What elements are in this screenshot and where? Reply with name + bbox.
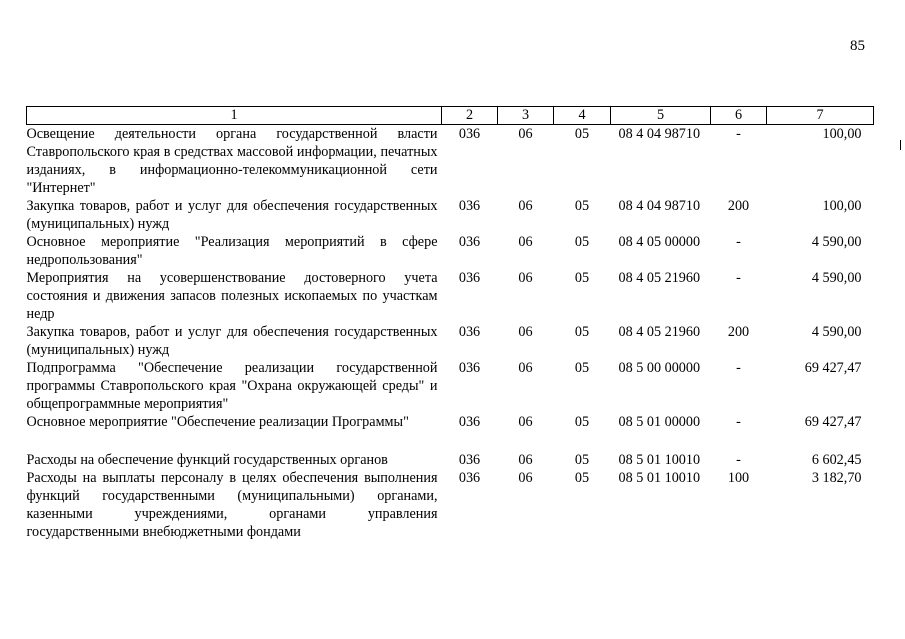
table-row	[27, 451, 874, 469]
section-cell: 06	[518, 198, 533, 214]
target-article-cell: 08 4 04 98710	[618, 198, 701, 214]
subsection-cell: 05	[574, 414, 590, 430]
column-header: 1	[27, 107, 442, 125]
column-header: 2	[442, 107, 498, 125]
item-name-cell: Освещение деятельности органа государственной власти Ставропольского края в средствах массовой информации, печатных изданиях, в информационно-телекоммуникационной сети "Интернет"	[26, 126, 438, 196]
subsection-cell: 05	[574, 360, 590, 376]
amount-cell: 69 427,47	[804, 414, 862, 430]
section-cell: 06	[518, 126, 533, 142]
ministry-code-cell: 036	[458, 270, 481, 286]
expense-type-cell: -	[736, 360, 741, 376]
page-number: 85	[850, 38, 865, 54]
table-row	[27, 269, 874, 323]
expense-type-cell: 200	[727, 324, 750, 340]
amount-cell: 4 590,00	[811, 234, 862, 250]
item-name-cell: Мероприятия на усовершенствование достоверного учета состояния и движения запасов полезных ископаемых по участкам недр	[26, 270, 438, 322]
section-cell: 06	[518, 414, 533, 430]
table-row	[27, 413, 874, 451]
ministry-code-cell: 036	[458, 414, 481, 430]
table-row	[27, 197, 874, 233]
table-row	[27, 469, 874, 541]
table-row	[27, 323, 874, 359]
amount-cell: 100,00	[822, 198, 862, 214]
ministry-code-cell: 036	[458, 452, 481, 468]
ministry-code-cell: 036	[458, 198, 481, 214]
amount-cell: 6 602,45	[811, 452, 862, 468]
ministry-code-cell: 036	[458, 126, 481, 142]
item-name-cell: Закупка товаров, работ и услуг для обеспечения государственных (муниципальных) нужд	[26, 198, 438, 232]
column-header: 3	[498, 107, 554, 125]
table-row	[27, 359, 874, 413]
ministry-code-cell: 036	[458, 234, 481, 250]
target-article-cell: 08 4 05 21960	[618, 270, 701, 286]
section-cell: 06	[518, 324, 533, 340]
item-name-cell: Закупка товаров, работ и услуг для обеспечения государственных (муниципальных) нужд	[26, 324, 438, 358]
amount-cell: 4 590,00	[811, 270, 862, 286]
target-article-cell: 08 5 01 10010	[618, 470, 701, 486]
target-article-cell: 08 5 01 10010	[618, 452, 701, 468]
expense-type-cell: -	[736, 234, 741, 250]
amount-cell: 100,00	[822, 126, 862, 142]
section-cell: 06	[518, 234, 533, 250]
ministry-code-cell: 036	[458, 470, 481, 486]
column-header: 4	[554, 107, 611, 125]
target-article-cell: 08 5 00 00000	[618, 360, 701, 376]
amount-cell: 4 590,00	[811, 324, 862, 340]
table-header-row	[27, 107, 874, 125]
target-article-cell: 08 5 01 00000	[618, 414, 701, 430]
expense-type-cell: 100	[727, 470, 750, 486]
column-header: 7	[767, 107, 874, 125]
ministry-code-cell: 036	[458, 324, 481, 340]
item-name-cell: Основное мероприятие "Реализация мероприятий в сфере недропользования"	[26, 234, 438, 268]
subsection-cell: 05	[574, 234, 590, 250]
budget-table	[26, 106, 874, 541]
expense-type-cell: -	[736, 270, 741, 286]
subsection-cell: 05	[574, 198, 590, 214]
column-header: 6	[711, 107, 767, 125]
amount-cell: 3 182,70	[811, 470, 862, 486]
subsection-cell: 05	[574, 126, 590, 142]
expense-type-cell: -	[736, 414, 741, 430]
section-cell: 06	[518, 360, 533, 376]
table-row	[27, 125, 874, 198]
ministry-code-cell: 036	[458, 360, 481, 376]
item-name-cell: Основное мероприятие "Обеспечение реализации Программы"	[26, 414, 409, 430]
amount-cell: 69 427,47	[804, 360, 862, 376]
item-name-cell: Расходы на обеспечение функций государственных органов	[26, 452, 388, 468]
item-name-cell: Подпрограмма "Обеспечение реализации государственной программы Ставропольского края "Охрана окружающей среды" и общепрограммные мероприятия"	[26, 360, 438, 412]
table-body	[27, 125, 874, 542]
item-name-cell: Расходы на выплаты персоналу в целях обеспечения выполнения функций государственными (муниципальными) органами, казенными учреждениями, органами управления государственными внебюджетными фондами	[26, 470, 438, 540]
section-cell: 06	[518, 470, 533, 486]
table-row	[27, 233, 874, 269]
expense-type-cell: -	[736, 452, 741, 468]
expense-type-cell: -	[736, 126, 741, 142]
margin-mark	[900, 140, 901, 150]
section-cell: 06	[518, 270, 533, 286]
subsection-cell: 05	[574, 452, 590, 468]
section-cell: 06	[518, 452, 533, 468]
target-article-cell: 08 4 05 00000	[618, 234, 701, 250]
column-header: 5	[611, 107, 711, 125]
subsection-cell: 05	[574, 270, 590, 286]
subsection-cell: 05	[574, 470, 590, 486]
expense-type-cell: 200	[727, 198, 750, 214]
target-article-cell: 08 4 05 21960	[618, 324, 701, 340]
subsection-cell: 05	[574, 324, 590, 340]
target-article-cell: 08 4 04 98710	[618, 126, 701, 142]
